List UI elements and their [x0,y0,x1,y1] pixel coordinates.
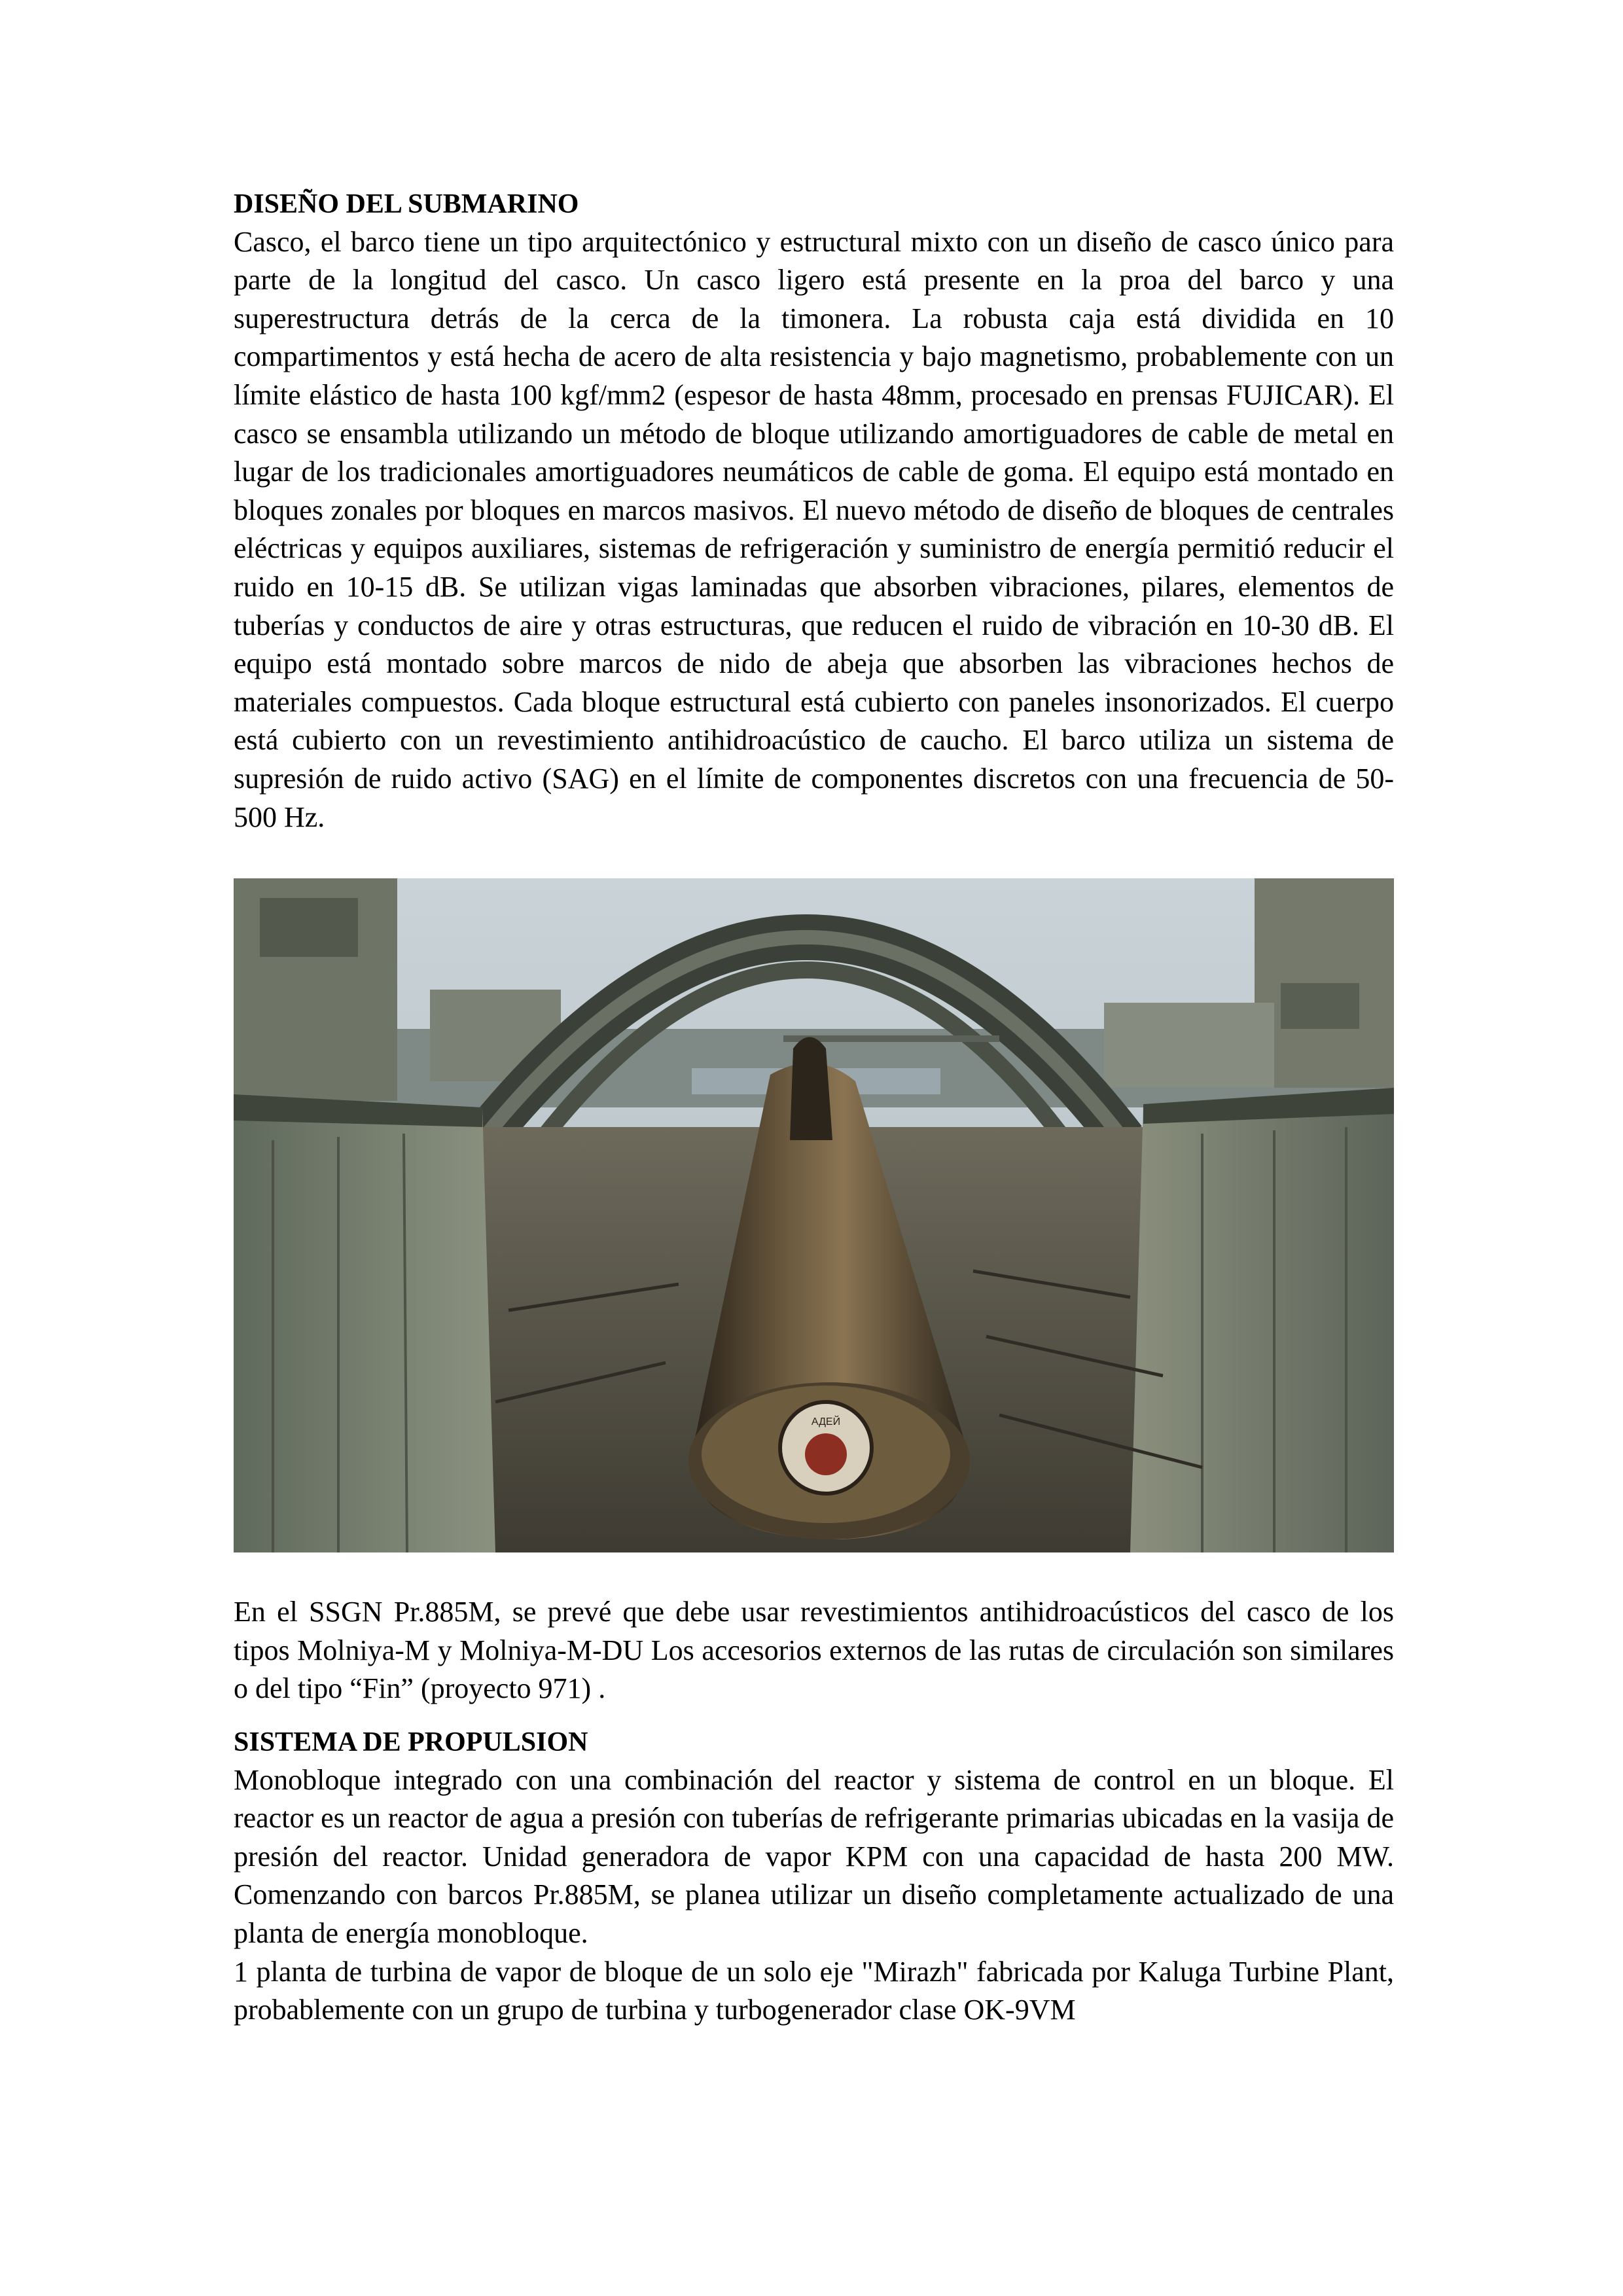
page-content [234,186,1394,2030]
paragraph-reactor: Monobloque integrado con una combinación del reactor y sistema de control en un bloque. El reactor es un reactor de agua a presión con tuberías de refrigerante primarias ubicadas en la vasija de presión del reactor. Unidad generadora de vapor KPM con una capacidad de hasta 200 MW. Comenzando con barcos Pr.885M, se planea utilizar un diseño completamente actualizado de una planta de energía monobloque. [234,1763,1394,1950]
section-heading-propulsion: SISTEMA DE PROPULSION [234,1727,588,1757]
emblem-text: АДЕЙ [811,1416,841,1428]
section-heading-submarine-design: DISEÑO DEL SUBMARINO [234,189,579,219]
paragraph-hull-coatings: En el SSGN Pr.885M, se prevé que debe usar revestimientos antihidroacústicos del casco de los tipos Molniya-M y Molniya-M-DU Los accesorios externos de las rutas de circulación son similares o del tipo “Fin” (proyecto 971) . [234,1596,1394,1705]
paragraph-hull-design: Casco, el barco tiene un tipo arquitectónico y estructural mixto con un diseño de casco único para parte de la longitud del casco. Un casco ligero está presente en la proa del barco y una superestructura detrás de la cerca de la timonera. La robusta caja está dividida en 10 compartimentos y está hecha de acero de alta resistencia y bajo magnetismo, probablemente con un límite elástico de hasta 100 kgf/mm2 (espesor de hasta 48mm, procesado en prensas FUJICAR). El casco se ensambla utilizando un método de bloque utilizando amortiguadores de cable de metal en lugar de los tradicionales amortiguadores neumáticos de cable de goma. El equipo está montado en bloques zonales por bloques en marcos masivos. El nuevo método de diseño de bloques de centrales eléctricas y equipos auxiliares, sistemas de refrigeración y suministro de energía permitió reducir el ruido en 10-15 dB. Se utilizan vigas laminadas que absorben vibraciones, pilares, elementos de tuberías y conductos de aire y otras estructuras, que reducen el ruido de vibración en 10-30 dB. El equipo está montado sobre marcos de nido de abeja que absorben las vibraciones hechos de materiales compuestos. Cada bloque estructural está cubierto con paneles insonorizados. El cuerpo está cubierto con un revestimiento antihidroacústico de caucho. El barco utiliza un sistema de supresión de ruido activo (SAG) en el límite de componentes discretos con una frecuencia de 50-500 Hz. [234,225,1394,833]
submarine-drydock-photo [234,878,1394,1552]
paragraph-turbine: 1 planta de turbina de vapor de bloque de un solo eje "Mirazh" fabricada por Kaluga Turbine Plant, probablemente con un grupo de turbina y turbogenerador clase OK-9VM [234,1955,1394,2026]
